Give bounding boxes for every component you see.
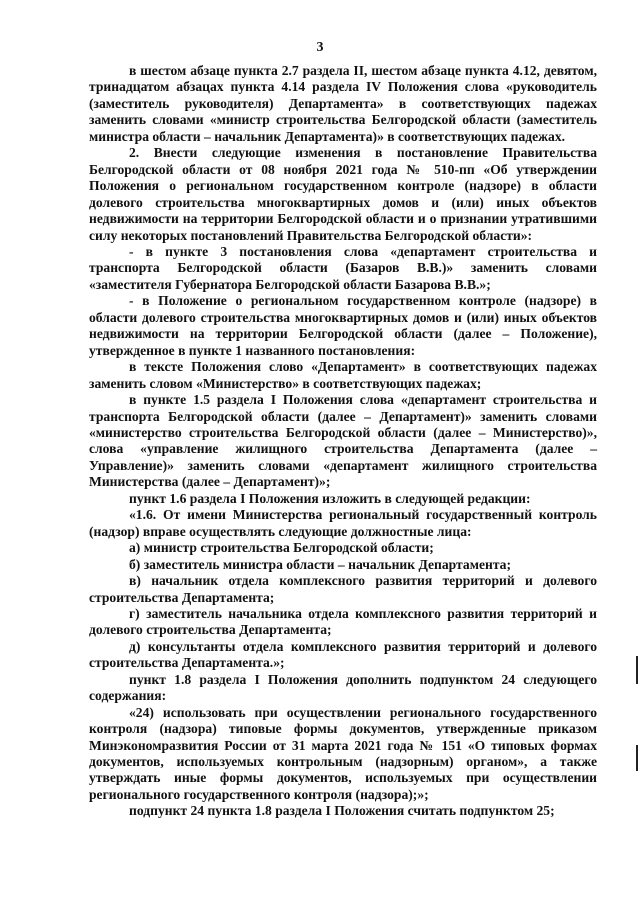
list-item-b: б) заместитель министра области – начальник Департамента;: [129, 556, 511, 572]
list-item-v: в) начальник отдела комплексного развития территорий и долевого строительства Департамента;: [89, 573, 597, 605]
paragraph-4: - в Положение о региональном государственном контроле (надзоре) в области долевого строительства многоквартирных домов и (или) иных объектов недвижимости на территории Белгородской области (далее – Положение), утвержденное в пункте 1 названного постановления:: [89, 293, 597, 358]
list-item-a: а) министр строительства Белгородской области;: [129, 540, 434, 556]
paragraph-10: «24) использовать при осуществлении регионального государственного контроля (надзора) типовые формы документов, утвержденные приказом Минэкономразвития России от 31 марта 2021 года № 151 «О типовых формах документов, используемых контрольным (надзорным) органом», а также утверждать иные формы документов, используемых при осуществлении регионального государственного контроля (надзора);»;: [89, 704, 597, 802]
paragraph-6: в пункте 1.5 раздела I Положения слова «департамент строительства и транспорта Белгородской области (далее – Департамент)» заменить словами «министерство строительства Белгородской области (далее – Министерство)», слова «управление жилищного строительства Департамента (далее – Управление)» заменить словами «департамент жилищного строительства Министерства (далее – Департамент)»;: [89, 392, 597, 490]
paragraph-3: - в пункте 3 постановления слова «департамент строительства и транспорта Белгородской области (Базаров В.В.)» заменить словами «заместителя Губернатора Белгородской области Базарова В.В.»;: [89, 243, 597, 292]
paragraph-2: 2. Внести следующие изменения в постановление Правительства Белгородской области от 08 ноября 2021 года № 510-пп «Об утверждении Положения о региональном государственном контроле (надзоре) в области долевого строительства многоквартирных домов и (или) иных объектов недвижимости на территории Белгородской области и о признании утратившими силу некоторых постановлений Правительства Белгородской области»:: [89, 145, 597, 243]
scan-edge-mark: [636, 745, 638, 771]
paragraph-9: пункт 1.8 раздела I Положения дополнить подпунктом 24 следующего содержания:: [89, 671, 597, 704]
paragraph-8: «1.6. От имени Министерства региональный государственный контроль (надзор) вправе осуществлять следующие должностные лица:: [89, 507, 597, 539]
paragraph-7: пункт 1.6 раздела I Положения изложить в следующей редакции:: [129, 490, 531, 506]
scan-edge-mark: [636, 656, 638, 684]
page-number: 3: [316, 40, 324, 55]
list-item-g: г) заместитель начальника отдела комплексного развития территорий и долевого строительства Департамента;: [89, 605, 597, 638]
paragraph-11: подпункт 24 пункта 1.8 раздела I Положения считать подпунктом 25;: [129, 803, 555, 819]
paragraph-1: в шестом абзаце пункта 2.7 раздела II, шестом абзаце пункта 4.12, девятом, тринадцатом абзацах пункта 4.14 раздела IV Положения слова «руководитель (заместитель руководителя) Департамента» в соответствующих падежах заменить словами «министр строительства Белгородской области (заместитель министра области – начальник Департамента)» в соответствующих падежах.: [89, 63, 597, 144]
paragraph-5: в тексте Положения слово «Департамент» в соответствующих падежах заменить словом «Министерство» в соответствующих падежах;: [89, 359, 597, 391]
document-body: [89, 63, 597, 820]
list-item-d: д) консультанты отдела комплексного развития территорий и долевого строительства Департамента.»;: [89, 638, 597, 671]
